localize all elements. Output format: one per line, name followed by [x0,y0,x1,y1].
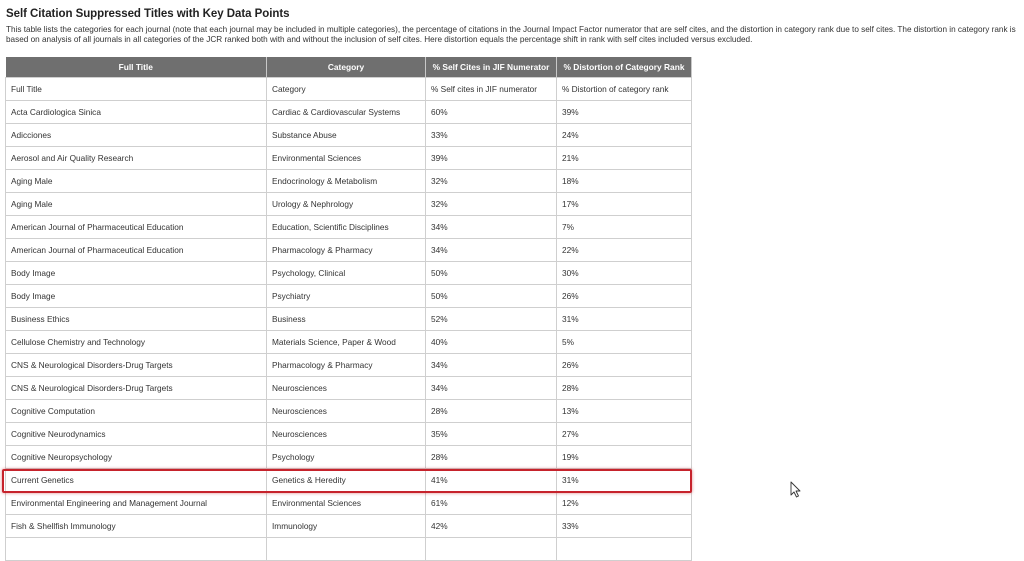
cell-self-cites: 50% [426,285,557,308]
table-row [6,354,692,377]
table-row [6,400,692,423]
cell-full-title: Cognitive Computation [6,400,267,423]
table-row [6,193,692,216]
cell-category: Urology & Nephrology [267,193,426,216]
cell-self-cites: 33% [426,124,557,147]
cell-self-cites: 52% [426,308,557,331]
cell-self-cites: 61% [426,492,557,515]
table-row [6,538,692,561]
cell-category: Environmental Sciences [267,492,426,515]
cell-distortion: 24% [557,124,692,147]
cell-distortion: 28% [557,377,692,400]
page-title: Self Citation Suppressed Titles with Key Data Points [6,8,290,20]
cell-full-title: American Journal of Pharmaceutical Education [6,216,267,239]
cell-category: Category [267,78,426,101]
cell-self-cites: 41% [426,469,557,492]
cell-self-cites: 32% [426,193,557,216]
table-row [6,308,692,331]
table-row [6,147,692,170]
table-row [6,124,692,147]
cell-self-cites: 28% [426,446,557,469]
cell-self-cites: 40% [426,331,557,354]
cell-distortion: 5% [557,331,692,354]
table-row [6,239,692,262]
cell-distortion: 22% [557,239,692,262]
cell-category: Psychology, Clinical [267,262,426,285]
table-row [6,331,692,354]
cell-full-title: Aging Male [6,170,267,193]
cell-self-cites: 32% [426,170,557,193]
cell-category: Neurosciences [267,423,426,446]
cell-full-title: Business Ethics [6,308,267,331]
table-row [6,285,692,308]
header-distortion[interactable]: % Distortion of Category Rank [557,57,692,78]
cell-category [267,538,426,561]
table-header-row [6,57,692,78]
cell-self-cites: 28% [426,400,557,423]
cell-full-title: American Journal of Pharmaceutical Education [6,239,267,262]
cell-category: Psychiatry [267,285,426,308]
cell-distortion: 18% [557,170,692,193]
highlight-box [2,469,692,493]
cell-category: Immunology [267,515,426,538]
table-row [6,262,692,285]
cell-category: Neurosciences [267,377,426,400]
cell-full-title: Acta Cardiologica Sinica [6,101,267,124]
cell-self-cites [426,538,557,561]
cell-full-title: CNS & Neurological Disorders-Drug Targets [6,377,267,400]
table-row [6,377,692,400]
cell-distortion: 30% [557,262,692,285]
cell-category: Pharmacology & Pharmacy [267,239,426,262]
header-category[interactable]: Category [267,57,426,78]
cell-category: Environmental Sciences [267,147,426,170]
table-row [6,101,692,124]
cell-full-title: Current Genetics [6,469,267,492]
cell-distortion: 26% [557,285,692,308]
cell-distortion: 13% [557,400,692,423]
cell-distortion: 39% [557,101,692,124]
table-row [6,423,692,446]
cell-distortion: 7% [557,216,692,239]
cell-self-cites: % Self cites in JIF numerator [426,78,557,101]
cell-self-cites: 34% [426,239,557,262]
cell-full-title: Full Title [6,78,267,101]
table-row [6,492,692,515]
cell-category: Business [267,308,426,331]
cell-distortion: % Distortion of category rank [557,78,692,101]
cell-full-title: Cognitive Neuropsychology [6,446,267,469]
table-row [6,216,692,239]
header-self-cites[interactable]: % Self Cites in JIF Numerator [426,57,557,78]
cell-distortion: 17% [557,193,692,216]
cell-distortion: 19% [557,446,692,469]
cell-self-cites: 34% [426,377,557,400]
cell-category: Materials Science, Paper & Wood [267,331,426,354]
mouse-pointer-icon [790,481,801,498]
cell-distortion: 33% [557,515,692,538]
cell-self-cites: 34% [426,354,557,377]
cell-full-title: Body Image [6,285,267,308]
cell-self-cites: 35% [426,423,557,446]
cell-full-title: Cognitive Neurodynamics [6,423,267,446]
cell-distortion: 26% [557,354,692,377]
cell-distortion [557,538,692,561]
table-row [6,446,692,469]
table-row [6,515,692,538]
cell-full-title: Fish & Shellfish Immunology [6,515,267,538]
cell-self-cites: 50% [426,262,557,285]
cell-self-cites: 42% [426,515,557,538]
cell-category: Cardiac & Cardiovascular Systems [267,101,426,124]
cell-self-cites: 60% [426,101,557,124]
cell-category: Substance Abuse [267,124,426,147]
cell-full-title [6,538,267,561]
cell-self-cites: 34% [426,216,557,239]
table-row [6,170,692,193]
cell-category: Neurosciences [267,400,426,423]
cell-full-title: Aging Male [6,193,267,216]
header-full-title[interactable]: Full Title [6,57,267,78]
page-description: This table lists the categories for each journal (note that each journal may be included in multiple categories), the percentage of citations in the Journal Impact Factor numerator that are self cites, and the distortion in category rank due to self cites. The distortion in category rank is based on analysis of all journals in all categories of the JCR ranked both with and without the inclusion of self cites. Here distortion equals the percentage shift in rank with self cites included versus excluded. [6,25,1016,44]
cell-distortion: 21% [557,147,692,170]
cell-category: Genetics & Heredity [267,469,426,492]
cell-distortion: 12% [557,492,692,515]
table-row [6,78,692,101]
cell-distortion: 31% [557,308,692,331]
cell-full-title: CNS & Neurological Disorders-Drug Targets [6,354,267,377]
cell-distortion: 31% [557,469,692,492]
cell-self-cites: 39% [426,147,557,170]
cell-full-title: Environmental Engineering and Management Journal [6,492,267,515]
cell-full-title: Adicciones [6,124,267,147]
cell-full-title: Aerosol and Air Quality Research [6,147,267,170]
cell-category: Psychology [267,446,426,469]
cell-category: Education, Scientific Disciplines [267,216,426,239]
cell-category: Endocrinology & Metabolism [267,170,426,193]
cell-category: Pharmacology & Pharmacy [267,354,426,377]
cell-distortion: 27% [557,423,692,446]
cell-full-title: Body Image [6,262,267,285]
cell-full-title: Cellulose Chemistry and Technology [6,331,267,354]
